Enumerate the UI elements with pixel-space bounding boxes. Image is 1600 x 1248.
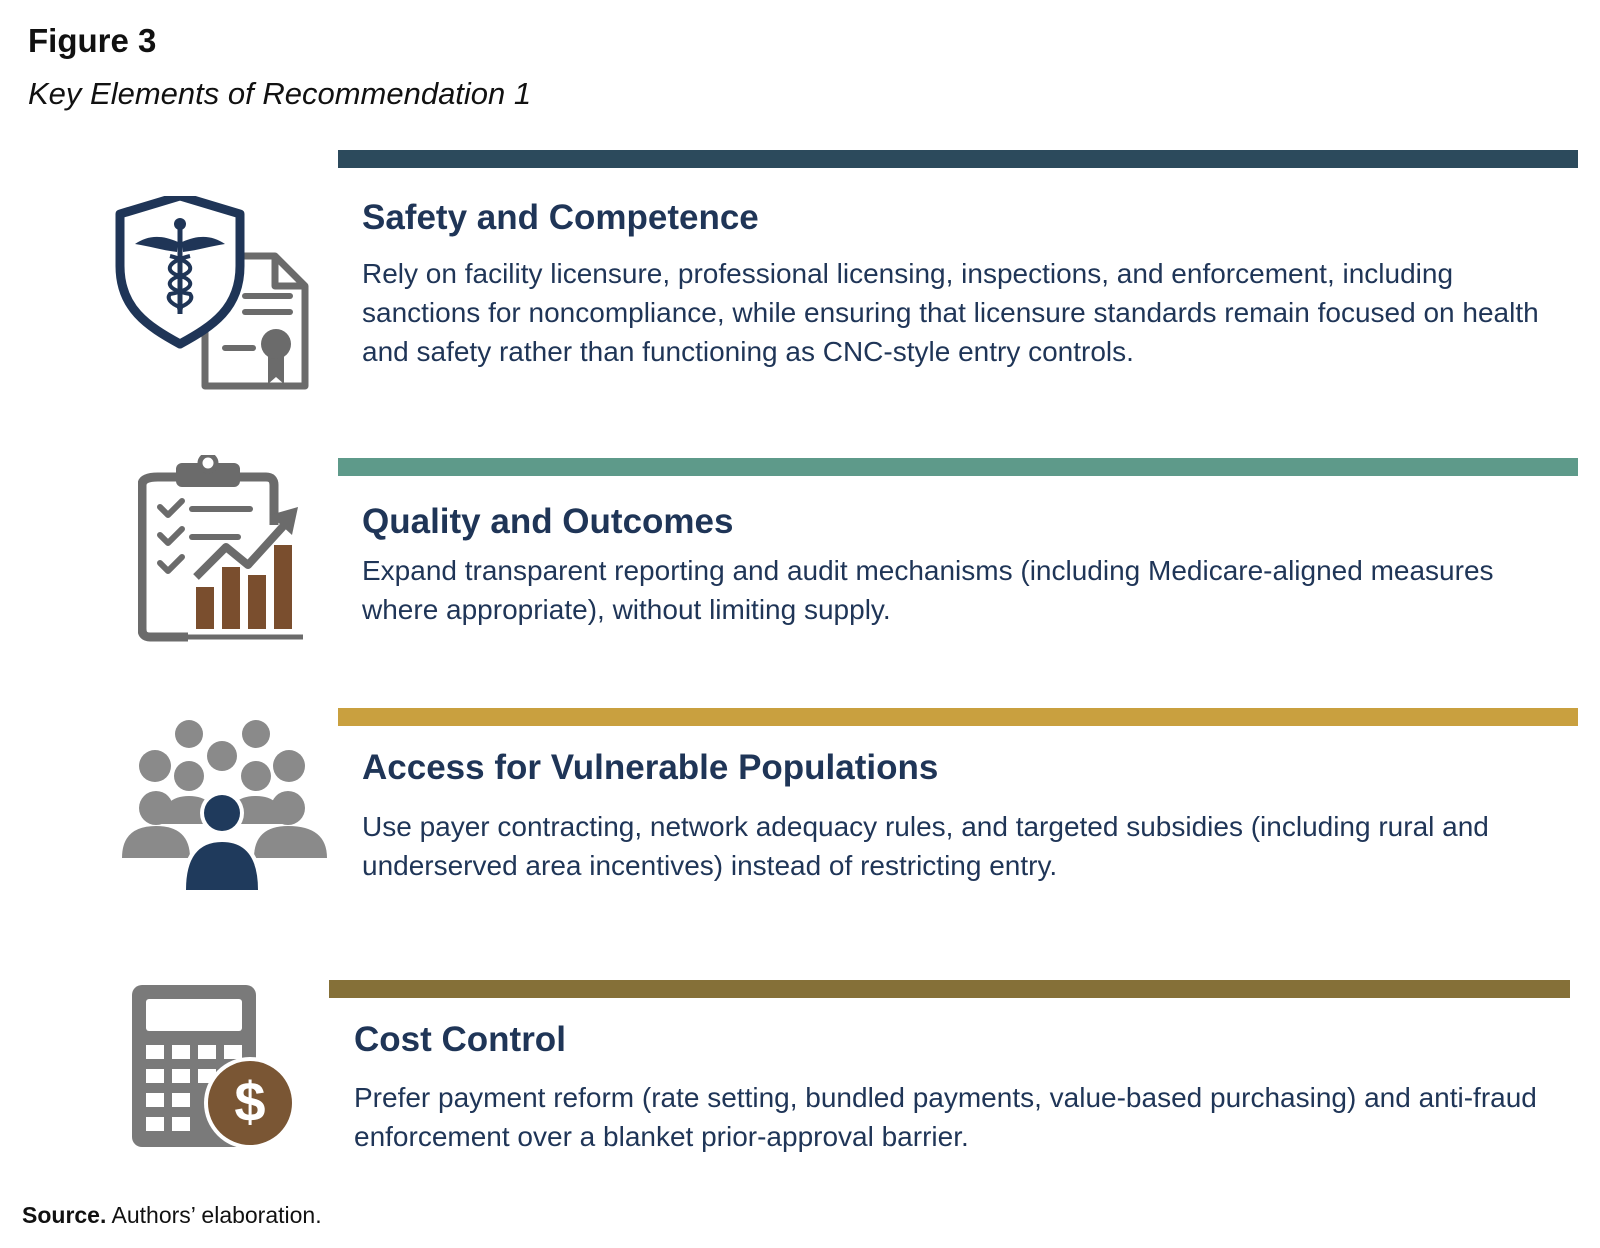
source-label: Source. (22, 1202, 107, 1228)
section-description: Use payer contracting, network adequacy rules, and targeted subsidies (including rural and underserved area incentives) instead of restricting entry. (362, 811, 1489, 881)
clipboard-chart-icon (138, 455, 313, 650)
section-bar (338, 150, 1578, 168)
source-text: Authors’ elaboration. (111, 1202, 322, 1228)
calculator-dollar-icon (132, 985, 297, 1155)
section-heading: Cost Control (354, 1020, 566, 1059)
svg-text:$: $ (234, 1070, 266, 1133)
section-heading: Safety and Competence (362, 198, 759, 237)
section-description: Prefer payment reform (rate setting, bundled payments, value-based purchasing) and anti-fraud enforcement over a blanket prior-approval barrier. (354, 1082, 1537, 1152)
section-description: Expand transparent reporting and audit mechanisms (including Medicare-aligned measures where appropriate), without limiting supply. (362, 555, 1494, 625)
figure-title: Key Elements of Recommendation 1 (28, 76, 532, 111)
section-description: Rely on facility licensure, professional licensing, inspections, and enforcement, including sanctions for noncompliance, while ensuring that licensure standards remain focused on health and safety rather than functioning as CNC-style entry controls. (362, 258, 1539, 367)
caduceus-shield-certificate-icon (115, 196, 315, 401)
section-bar (338, 708, 1578, 726)
source-note (22, 1202, 322, 1229)
people-group-icon (122, 718, 327, 895)
section-heading: Access for Vulnerable Populations (362, 748, 939, 787)
section-bar (338, 458, 1578, 476)
figure-label: Figure 3 (28, 22, 157, 59)
section-heading: Quality and Outcomes (362, 502, 734, 541)
section-bar (329, 980, 1570, 998)
